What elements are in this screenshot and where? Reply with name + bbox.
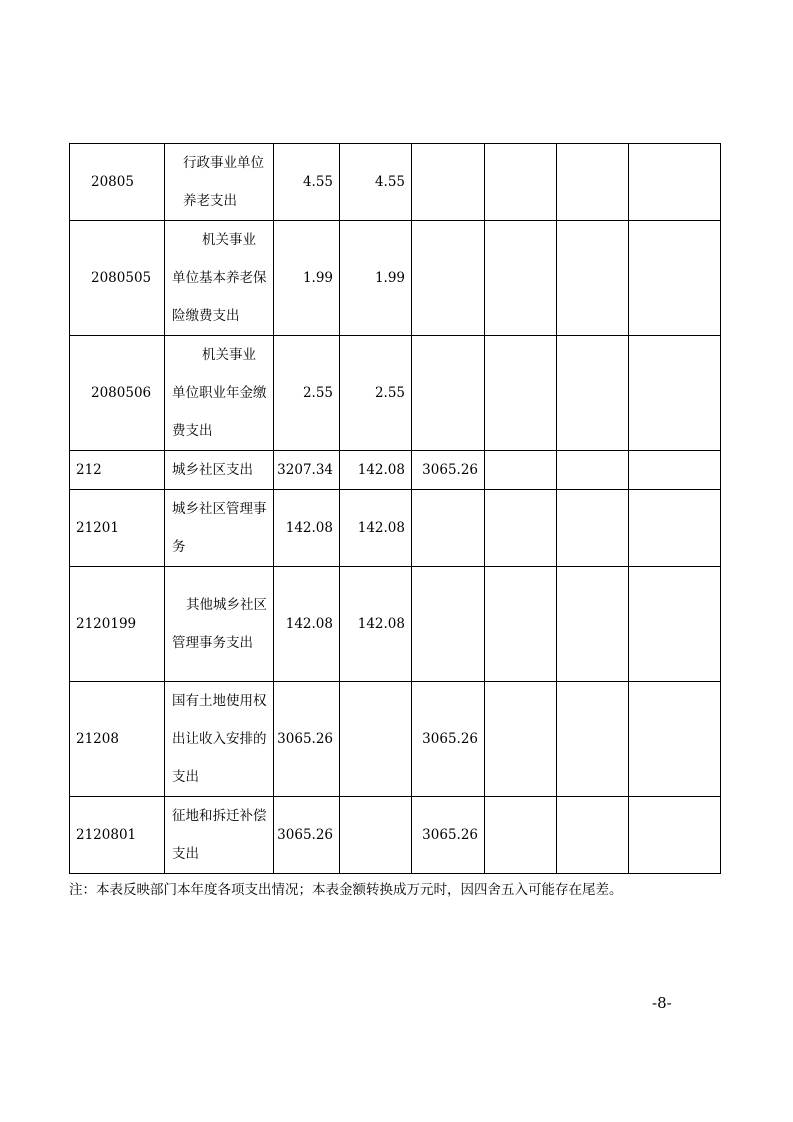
row-col5 — [557, 451, 629, 490]
row-col4 — [485, 682, 557, 797]
table-row — [70, 797, 721, 874]
row-col6 — [629, 490, 721, 567]
row-code: 2080506 — [70, 336, 165, 451]
row-name: 国有土地使用权出让收入安排的支出 — [165, 682, 274, 797]
row-name: 征地和拆迁补偿支出 — [165, 797, 274, 874]
row-code: 212 — [70, 451, 165, 490]
row-col6 — [629, 451, 721, 490]
row-col6 — [629, 682, 721, 797]
row-total: 3207.34 — [274, 451, 340, 490]
row-basic: 4.55 — [340, 144, 412, 221]
row-col4 — [485, 144, 557, 221]
row-col5 — [557, 567, 629, 682]
row-total: 142.08 — [274, 567, 340, 682]
row-col6 — [629, 336, 721, 451]
row-basic: 2.55 — [340, 336, 412, 451]
row-code: 20805 — [70, 144, 165, 221]
row-project: 3065.26 — [412, 451, 485, 490]
expenditure-table — [69, 143, 721, 874]
row-project: 3065.26 — [412, 797, 485, 874]
table-row — [70, 682, 721, 797]
row-basic: 142.08 — [340, 490, 412, 567]
row-col4 — [485, 567, 557, 682]
row-col5 — [557, 682, 629, 797]
row-total: 4.55 — [274, 144, 340, 221]
row-col6 — [629, 797, 721, 874]
row-total: 3065.26 — [274, 682, 340, 797]
row-name: 机关事业单位基本养老保险缴费支出 — [165, 221, 274, 336]
row-name: 城乡社区管理事务 — [165, 490, 274, 567]
row-project — [412, 336, 485, 451]
row-project — [412, 567, 485, 682]
row-col5 — [557, 221, 629, 336]
row-col6 — [629, 144, 721, 221]
table-row — [70, 490, 721, 567]
row-name: 机关事业单位职业年金缴费支出 — [165, 336, 274, 451]
row-col4 — [485, 451, 557, 490]
row-col5 — [557, 797, 629, 874]
row-col6 — [629, 567, 721, 682]
table-row — [70, 336, 721, 451]
expenditure-table-wrapper — [69, 143, 721, 874]
row-col4 — [485, 797, 557, 874]
table-row — [70, 567, 721, 682]
row-name: 其他城乡社区管理事务支出 — [165, 567, 274, 682]
row-col4 — [485, 221, 557, 336]
row-col6 — [629, 221, 721, 336]
row-col5 — [557, 490, 629, 567]
row-name: 行政事业单位养老支出 — [165, 144, 274, 221]
row-col4 — [485, 336, 557, 451]
table-footnote: 注：本表反映部门本年度各项支出情况；本表金额转换成万元时，因四舍五入可能存在尾差。 — [69, 882, 623, 898]
row-col5 — [557, 144, 629, 221]
row-total: 1.99 — [274, 221, 340, 336]
row-total: 142.08 — [274, 490, 340, 567]
row-total: 3065.26 — [274, 797, 340, 874]
row-basic — [340, 797, 412, 874]
table-row — [70, 451, 721, 490]
page-number: -8- — [652, 994, 672, 1012]
row-name: 城乡社区支出 — [165, 451, 274, 490]
row-total: 2.55 — [274, 336, 340, 451]
row-code: 21201 — [70, 490, 165, 567]
row-col5 — [557, 336, 629, 451]
table-row — [70, 221, 721, 336]
row-code: 21208 — [70, 682, 165, 797]
row-basic: 1.99 — [340, 221, 412, 336]
row-basic: 142.08 — [340, 451, 412, 490]
row-basic — [340, 682, 412, 797]
row-project: 3065.26 — [412, 682, 485, 797]
row-project — [412, 144, 485, 221]
row-code: 2120801 — [70, 797, 165, 874]
row-project — [412, 221, 485, 336]
row-project — [412, 490, 485, 567]
row-code: 2120199 — [70, 567, 165, 682]
row-basic: 142.08 — [340, 567, 412, 682]
row-col4 — [485, 490, 557, 567]
table-row — [70, 144, 721, 221]
row-code: 2080505 — [70, 221, 165, 336]
